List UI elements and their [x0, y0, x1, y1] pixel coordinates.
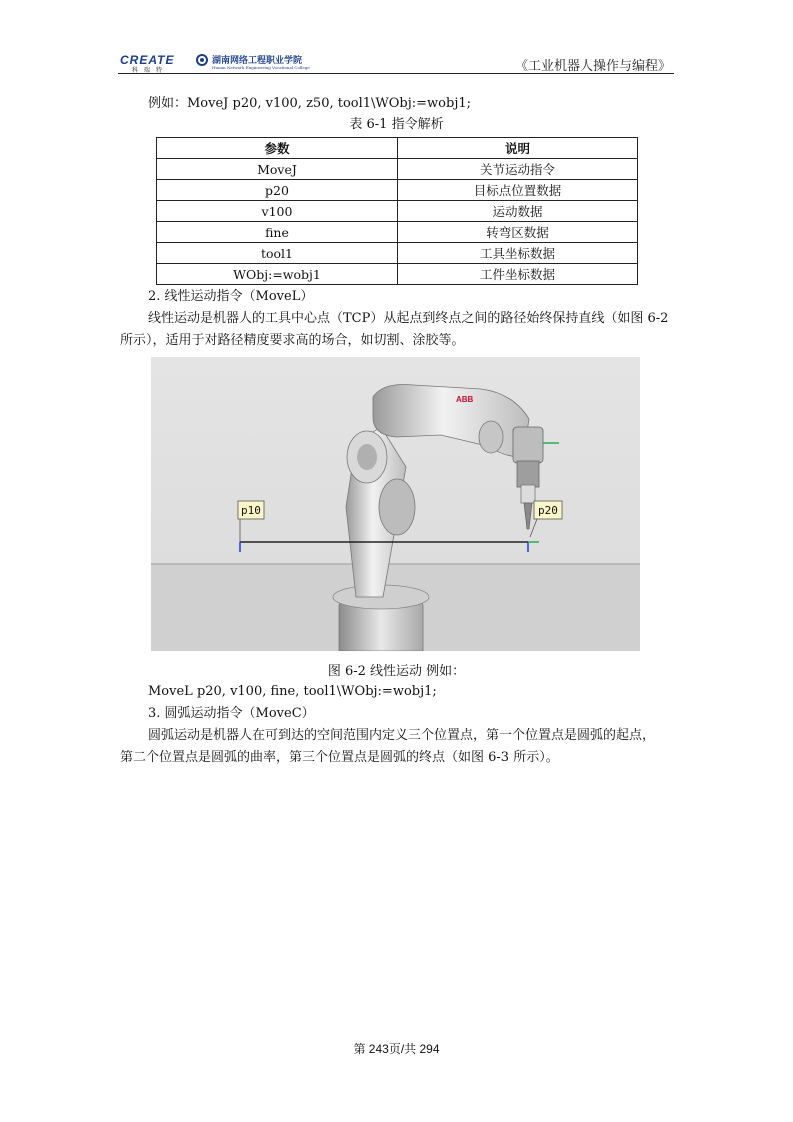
table-cell-desc: 转弯区数据: [398, 222, 638, 243]
table-row: [157, 264, 638, 285]
create-logo: CREATE: [120, 53, 175, 67]
table-cell-param: MoveJ: [157, 159, 398, 180]
table-cell-param: fine: [157, 222, 398, 243]
book-title: 《工业机器人操作与编程》: [514, 59, 671, 74]
svg-text:p20: p20: [538, 504, 558, 517]
table-header-desc: 说明: [398, 138, 638, 159]
table-cell-desc: 目标点位置数据: [398, 180, 638, 201]
table-header-row: [157, 138, 638, 159]
table-cell-param: tool1: [157, 243, 398, 264]
table-row: [157, 201, 638, 222]
page-number: 第 243页/共 294: [353, 1042, 440, 1056]
svg-text:p10: p10: [241, 504, 261, 517]
section2-heading: 2. 线性运动指令（MoveL）: [148, 289, 314, 304]
robot-brand-label: ABB: [456, 395, 474, 404]
figure-linear-motion: [151, 357, 640, 651]
section3-heading: 3. 圆弧运动指令（MoveC）: [148, 706, 315, 721]
section3-paragraph-line2: 第二个位置点是圆弧的曲率，第三个位置点是圆弧的终点（如图 6-3 所示）。: [120, 750, 559, 765]
example-line: 例如：MoveJ p20, v100, z50, tool1\WObj:=wobj1;: [148, 96, 472, 111]
table-cell-desc: 工件坐标数据: [398, 264, 638, 285]
instruction-table: [156, 137, 638, 285]
header-divider: [118, 73, 674, 74]
create-logo-subtitle: 科 瑞 特: [132, 67, 164, 74]
table-row: [157, 243, 638, 264]
table-row: [157, 180, 638, 201]
robot-illustration: [151, 357, 640, 651]
movel-example-line: MoveL p20, v100, fine, tool1\WObj:=wobj1;: [148, 684, 437, 699]
school-logo-subtitle: Hunan Network Engineering Vocational College: [212, 65, 310, 70]
section2-paragraph-line2: 所示），适用于对路径精度要求高的场合，如切割、涂胶等。: [120, 333, 465, 348]
table-cell-desc: 关节运动指令: [398, 159, 638, 180]
table-cell-param: v100: [157, 201, 398, 222]
section2-paragraph-line1: 线性运动是机器人的工具中心点（TCP）从起点到终点之间的路径始终保持直线（如图 6-2: [148, 311, 669, 326]
table-title: 表 6-1 指令解析: [349, 117, 444, 132]
table-header-param: 参数: [157, 138, 398, 159]
table-cell-desc: 工具坐标数据: [398, 243, 638, 264]
figure-caption: 图 6-2 线性运动 例如：: [327, 664, 466, 679]
table-cell-desc: 运动数据: [398, 201, 638, 222]
school-logo-name: 湖南网络工程职业学院: [212, 56, 303, 66]
section3-paragraph-line1: 圆弧运动是机器人在可到达的空间范围内定义三个位置点，第一个位置点是圆弧的起点，: [148, 728, 656, 743]
table-cell-param: WObj:=wobj1: [157, 264, 398, 285]
table-row: [157, 222, 638, 243]
table-cell-param: p20: [157, 180, 398, 201]
school-emblem-icon: [196, 54, 208, 66]
table-row: [157, 159, 638, 180]
robot-wrist: [513, 427, 543, 463]
